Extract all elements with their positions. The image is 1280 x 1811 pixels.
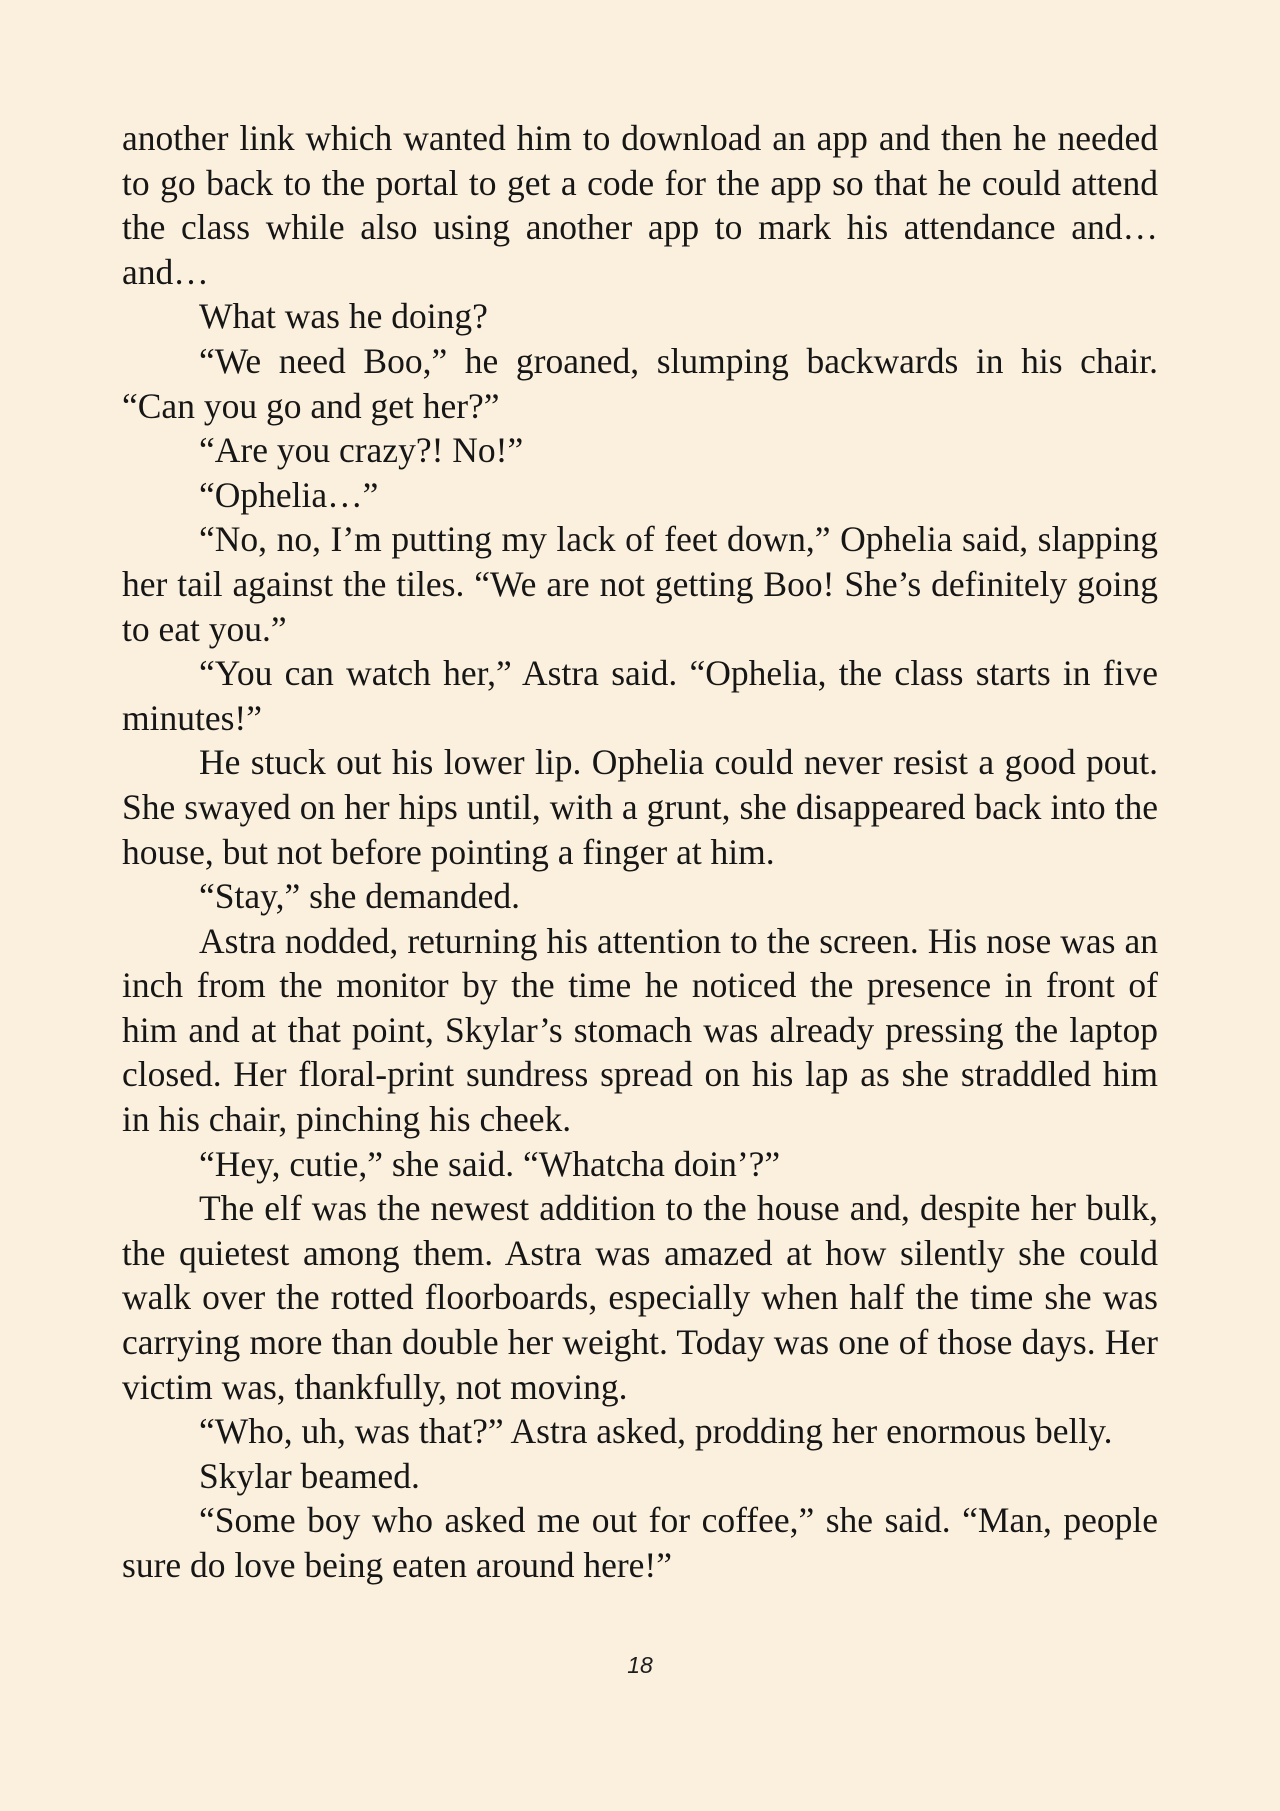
paragraph: “Stay,” she demanded. (199, 876, 521, 917)
paragraph: “Who, uh, was that?” Astra asked, prodding her enormous belly. (199, 1411, 1113, 1452)
page-number: 18 (627, 1652, 653, 1678)
paragraph: “We need Boo,” he groaned, slumping backwards in his chair. “Can you go and get her?” (122, 340, 1158, 426)
paragraph: “Hey, cutie,” she said. “Whatcha doin’?” (199, 1143, 781, 1184)
paragraph: “You can watch her,” Astra said. “Ophelia, the class starts in five minutes!” (122, 653, 1158, 738)
paragraph: Skylar beamed. (199, 1455, 420, 1496)
paragraph: “No, no, I’m putting my lack of feet down,” Ophelia said, slapping her tail against the tiles. “We are not getting Boo! She’s definitely going to eat you.” (122, 519, 1158, 649)
paragraph: What was he doing? (199, 296, 488, 337)
paragraph: another link which wanted him to download an app and then he needed to go back to the portal to get a code for the app so that he could attend the class while also using another app to mark his attendance and…and… (122, 118, 1158, 292)
page-body-text (122, 116, 1158, 1588)
paragraph: The elf was the newest addition to the house and, despite her bulk, the quietest among them. Astra was amazed at how silently she could walk over the rotted floorboards, especially when half the time she was carrying more than double her weight. Today was one of those days. Her victim was, thankfully, not moving. (122, 1188, 1158, 1407)
paragraph: Astra nodded, returning his attention to the screen. His nose was an inch from the monitor by the time he noticed the presence in front of him and at that point, Skylar’s stomach was already pressing the laptop closed. Her floral-print sundress spread on his lap as she straddled him in his chair, pinching his cheek. (122, 920, 1158, 1140)
paragraph: He stuck out his lower lip. Ophelia could never resist a good pout. She swayed on her hips until, with a grunt, she disappeared back into the house, but not before pointing a finger at him. (122, 742, 1158, 872)
paragraph: “Are you crazy?! No!” (199, 430, 524, 471)
paragraph: “Some boy who asked me out for coffee,” she said. “Man, people sure do love being eaten around here!” (122, 1500, 1158, 1585)
paragraph: “Ophelia…” (199, 474, 379, 515)
